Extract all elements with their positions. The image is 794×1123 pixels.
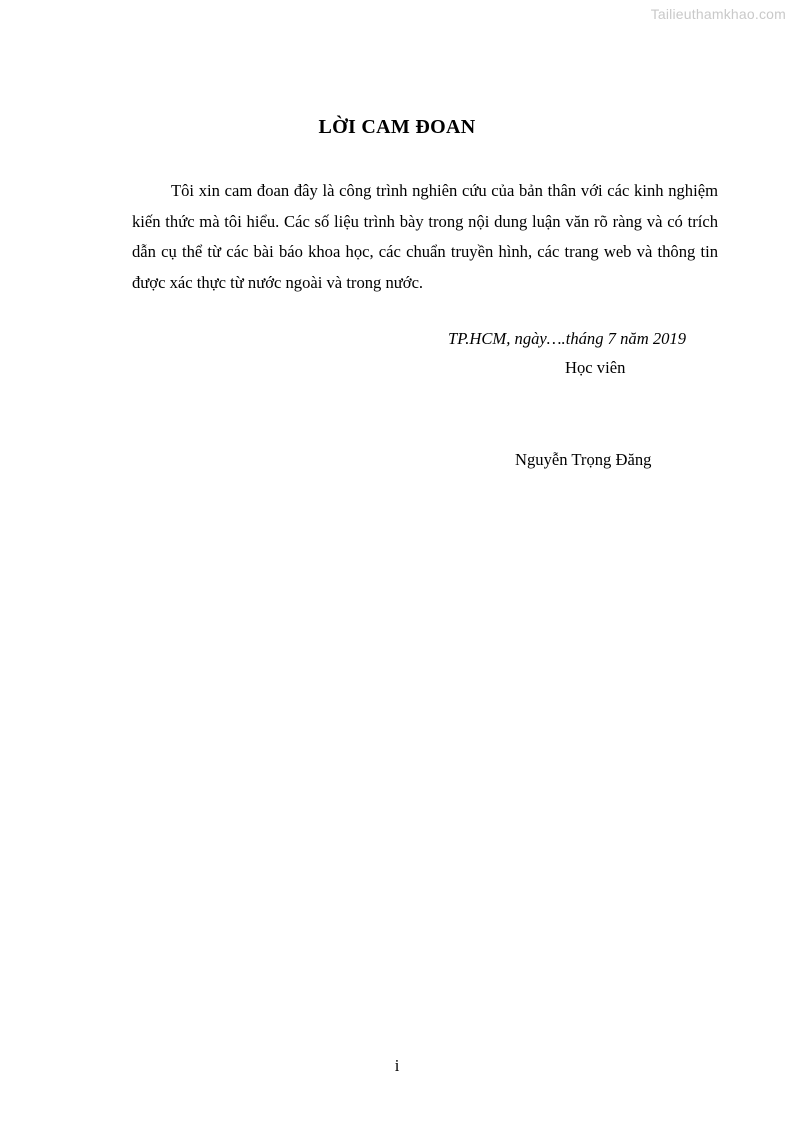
declaration-paragraph: Tôi xin cam đoan đây là công trình nghiên cứu của bản thân với các kinh nghiệm kiến thức mà tôi hiểu. Các số liệu trình bày trong nội dung luận văn rõ ràng và có trích dẫn cụ thể từ các bài báo khoa học, các chuẩn truyền hình, các trang web và thông tin được xác thực từ nước ngoài và trong nước.: [132, 181, 718, 292]
place-date-line: TP.HCM, ngày….tháng 7 năm 2019: [448, 329, 687, 348]
signer-name: Nguyễn Trọng Đăng: [515, 450, 652, 469]
signer-role: Học viên: [565, 358, 626, 377]
watermark-text: Tailieuthamkhao.com: [650, 6, 786, 22]
document-title: LỜI CAM ĐOAN: [318, 116, 476, 138]
page-number: i: [394, 1056, 400, 1075]
